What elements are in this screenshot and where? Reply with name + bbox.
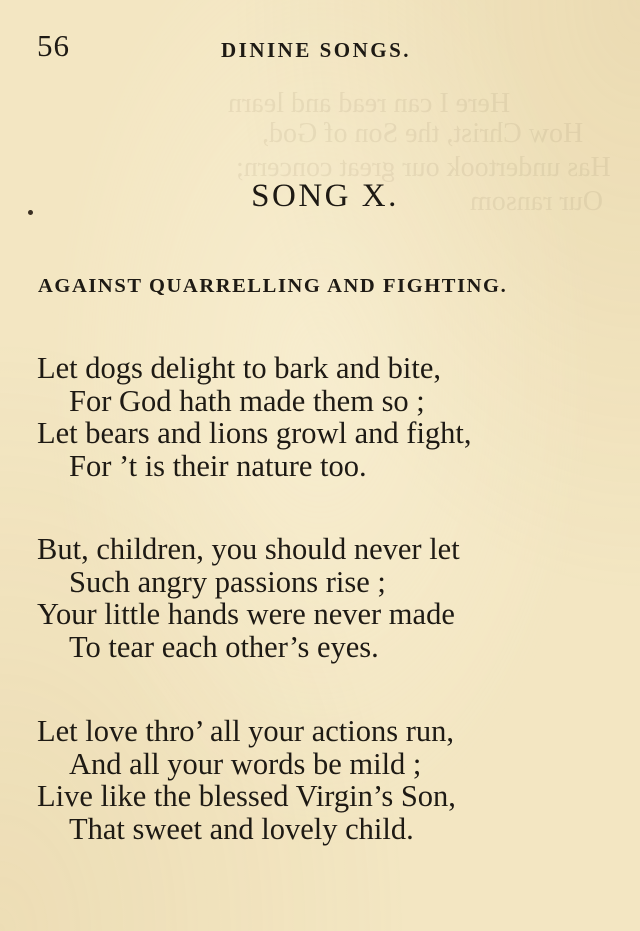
- verse-line: Your little hands were never made: [37, 597, 455, 632]
- verse-line: And all your words be mild ;: [69, 746, 422, 781]
- stanza-2: [37, 533, 460, 664]
- verse-line: To tear each other’s eyes.: [69, 630, 379, 665]
- verse-line: Let love thro’ all your actions run,: [37, 714, 454, 748]
- stanza-3: [37, 715, 456, 846]
- verse-line: That sweet and lovely child.: [69, 812, 414, 847]
- verse-line: For ’t is their nature too.: [69, 449, 367, 484]
- show-through-text: Here I can read and learn How Christ, the Son of God, Has undertook our great concern; Our ransom: [228, 88, 611, 217]
- page-number: 56: [37, 28, 70, 63]
- song-subtitle: AGAINST QUARRELLING AND FIGHTING.: [38, 275, 508, 297]
- verse-line: Let bears and lions growl and fight,: [37, 416, 472, 451]
- verse-line: Let dogs delight to bark and bite,: [37, 351, 442, 385]
- verse-line: But, children, you should never let: [37, 532, 460, 566]
- verse-line: Such angry passions rise ;: [69, 564, 386, 599]
- song-title: SONG X.: [251, 178, 399, 214]
- verse-line: For God hath made them so ;: [69, 383, 425, 418]
- running-head: DININE SONGS.: [221, 38, 412, 62]
- stanza-1: [37, 352, 472, 483]
- verse-line: Live like the blessed Virgin’s Son,: [37, 779, 456, 814]
